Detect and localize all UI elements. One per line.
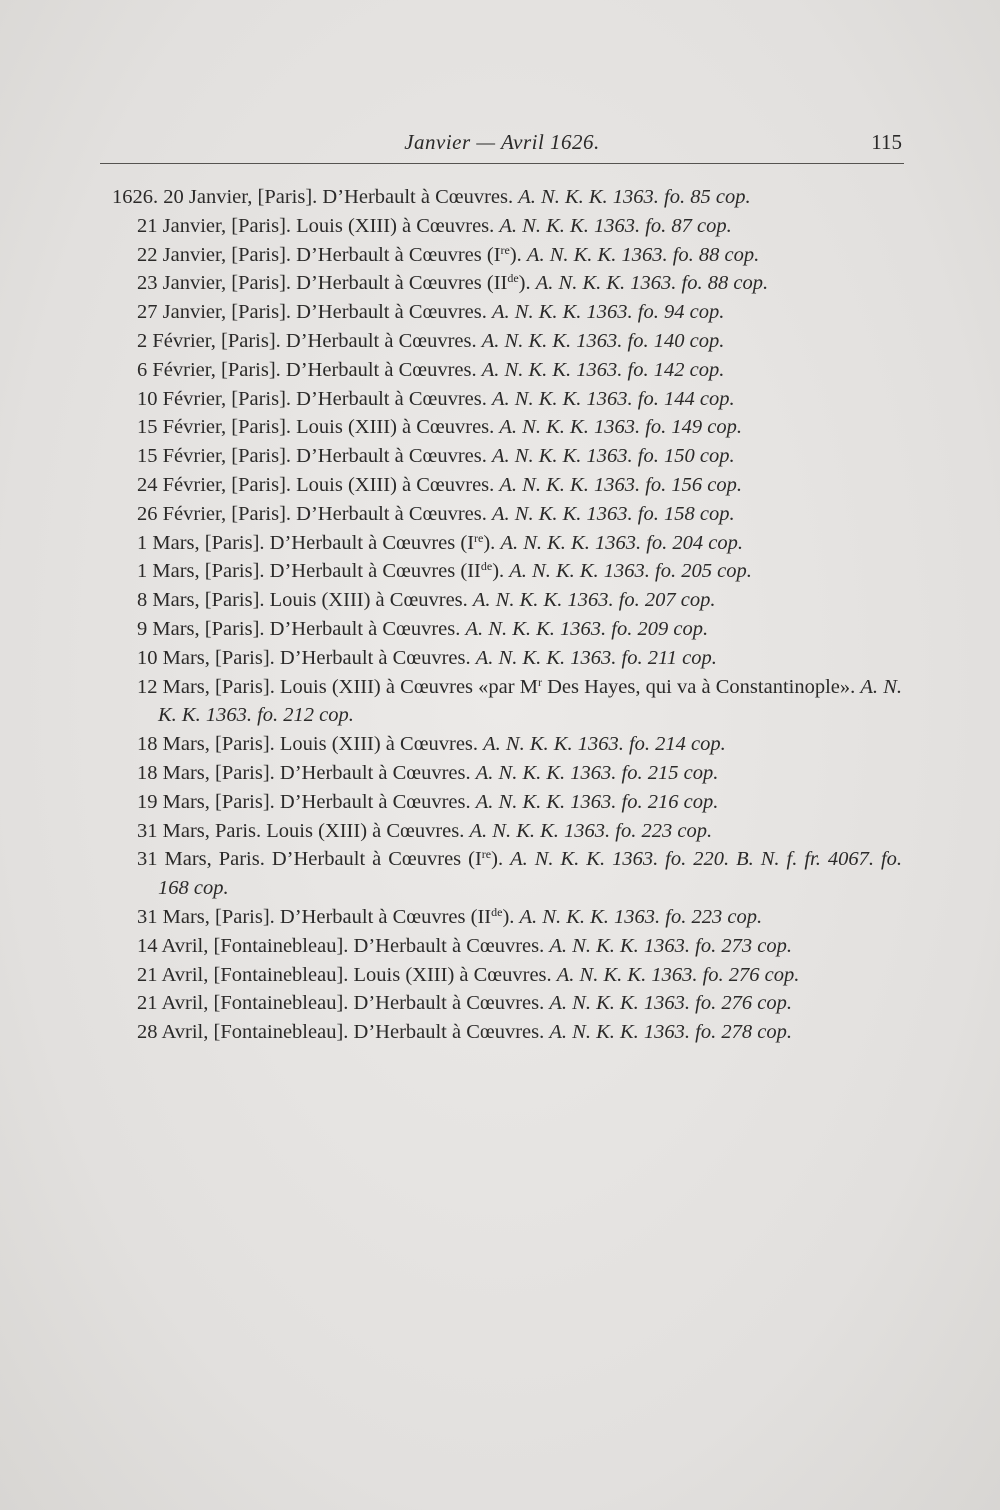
entry-archive-reference: A. N. K. K. 1363. fo. 223 cop. [469, 819, 713, 842]
entry-archive-reference: A. N. K. K. 1363. fo. 204 cop. [500, 531, 744, 554]
entry-archive-reference: A. N. K. K. 1363. fo. 140 cop. [481, 329, 725, 352]
entry-text: 27 Janvier, [Paris]. D’Herbault à Cœuvres. [137, 301, 487, 324]
entry-text: 14 Avril, [Fontainebleau]. D’Herbault à Cœuvres. [137, 934, 545, 957]
entry-list [112, 183, 902, 1047]
entry-archive-reference: A. N. K. K. 1363. fo. 87 cop. [499, 214, 732, 237]
entry-superscript: de [491, 904, 503, 919]
entry-text: 12 Mars, [Paris]. Louis (XIII) à Cœuvres «par M [137, 675, 538, 698]
entry-text: 1626. 20 Janvier, [Paris]. D’Herbault à Cœuvres. [112, 186, 514, 208]
page-title: Janvier — Avril 1626. [404, 130, 600, 154]
entry-archive-reference: A. N. K. K. 1363. fo. 150 cop. [492, 445, 735, 468]
list-item [112, 327, 902, 356]
list-item [112, 385, 902, 414]
entry-text-after: ). [509, 243, 522, 266]
entry-archive-reference: A. N. K. K. 1363. fo. 278 cop. [549, 1021, 792, 1044]
entry-superscript: re [481, 847, 492, 862]
list-item [112, 932, 902, 961]
list-item [112, 845, 902, 903]
list-item [112, 961, 902, 990]
list-item [112, 1018, 902, 1047]
page-number: 115 [871, 130, 902, 154]
entry-text-after: ). [483, 531, 496, 554]
entry-text: 6 Février, [Paris]. D’Herbault à Cœuvres. [137, 358, 477, 381]
entry-archive-reference: A. N. K. K. 1363. fo. 205 cop. [509, 560, 752, 583]
entry-text: 8 Mars, [Paris]. Louis (XIII) à Cœuvres. [137, 589, 468, 612]
entry-text: 21 Avril, [Fontainebleau]. Louis (XIII) à Cœuvres. [137, 963, 552, 986]
entry-text: 15 Février, [Paris]. Louis (XIII) à Cœuvres. [137, 416, 495, 439]
entry-text: 28 Avril, [Fontainebleau]. D’Herbault à Cœuvres. [137, 1021, 545, 1044]
list-item [112, 529, 902, 558]
entry-archive-reference: A. N. K. K. 1363. fo. 144 cop. [492, 387, 735, 410]
entry-archive-reference: A. N. K. K. 1363. fo. 276 cop. [549, 992, 792, 1015]
list-item [112, 557, 902, 586]
header-divider [100, 163, 904, 164]
entry-text-after: ). [502, 905, 515, 928]
entry-text-after: ). [518, 272, 531, 295]
list-item [112, 615, 902, 644]
entry-superscript: r [537, 674, 542, 689]
list-item [112, 644, 902, 673]
entry-text: 18 Mars, [Paris]. Louis (XIII) à Cœuvres. [137, 733, 479, 756]
entry-archive-reference: A. N. K. K. 1363. fo. 220. B. N. f. fr. 4067. fo. 168 cop. [158, 848, 903, 900]
list-item [112, 586, 902, 615]
list-item [112, 442, 902, 471]
entry-archive-reference: A. N. K. K. 1363. fo. 94 cop. [492, 301, 725, 324]
running-head [100, 128, 904, 162]
entry-archive-reference: A. N. K. K. 1363. fo. 214 cop. [483, 733, 726, 756]
list-item [112, 269, 902, 298]
entry-text: 22 Janvier, [Paris]. D’Herbault à Cœuvres (I [137, 243, 501, 266]
entry-archive-reference: A. N. K. K. 1363. fo. 211 cop. [475, 646, 717, 669]
entry-superscript: re [500, 242, 510, 257]
entry-archive-reference: A. N. K. K. 1363. fo. 88 cop. [526, 243, 760, 266]
entry-archive-reference: A. N. K. K. 1363. fo. 207 cop. [472, 589, 716, 612]
list-item [112, 788, 902, 817]
entry-archive-reference: A. N. K. K. 1363. fo. 142 cop. [481, 358, 725, 381]
entry-text: 31 Mars, [Paris]. D’Herbault à Cœuvres (II [137, 905, 492, 928]
entry-text: 31 Mars, Paris. D’Herbault à Cœuvres (I [137, 848, 482, 871]
list-item [112, 413, 902, 442]
entry-archive-reference: A. N. K. K. 1363. fo. 158 cop. [492, 502, 735, 525]
entry-archive-reference: A. N. K. K. 1363. fo. 276 cop. [556, 963, 800, 986]
entry-superscript: de [480, 559, 493, 574]
entry-text: 18 Mars, [Paris]. D’Herbault à Cœuvres. [137, 761, 471, 784]
list-item [112, 500, 902, 529]
entry-text: 10 Mars, [Paris]. D’Herbault à Cœuvres. [137, 646, 471, 669]
entry-text: 19 Mars, [Paris]. D’Herbault à Cœuvres. [137, 790, 471, 813]
entry-archive-reference: A. N. K. K. 1363. fo. 209 cop. [465, 617, 709, 640]
entry-text: 2 Février, [Paris]. D’Herbault à Cœuvres. [137, 329, 477, 352]
entry-archive-reference: A. N. K. K. 1363. fo. 156 cop. [499, 473, 742, 496]
entry-text: 10 Février, [Paris]. D’Herbault à Cœuvres. [137, 387, 487, 410]
entry-text: 31 Mars, Paris. Louis (XIII) à Cœuvres. [137, 819, 465, 842]
list-item [112, 183, 902, 212]
list-item [112, 673, 902, 731]
entry-text: 26 Février, [Paris]. D’Herbault à Cœuvres. [137, 502, 487, 525]
list-item [112, 241, 902, 270]
entry-archive-reference: A. N. K. K. 1363. fo. 85 cop. [518, 186, 751, 208]
entry-archive-reference: A. N. K. K. 1363. fo. 223 cop. [519, 905, 763, 928]
entry-archive-reference: A. N. K. K. 1363. fo. 88 cop. [535, 272, 769, 295]
list-item [112, 817, 902, 846]
list-item [112, 212, 902, 241]
entry-archive-reference: A. N. K. K. 1363. fo. 216 cop. [475, 790, 719, 813]
entry-text: 21 Janvier, [Paris]. Louis (XIII) à Cœuvres. [137, 214, 495, 237]
list-item [112, 989, 902, 1018]
entry-text: 24 Février, [Paris]. Louis (XIII) à Cœuvres. [137, 473, 495, 496]
entry-text: 23 Janvier, [Paris]. D’Herbault à Cœuvres (II [137, 272, 508, 295]
list-item [112, 471, 902, 500]
entry-text-after: ). [492, 560, 505, 583]
entry-archive-reference: A. N. K. K. 1363. fo. 273 cop. [549, 934, 792, 957]
entry-text-after: Des Hayes, qui va à Constantinople». [541, 675, 856, 698]
entry-text: 15 Février, [Paris]. D’Herbault à Cœuvres. [137, 445, 487, 468]
entry-archive-reference: A. N. K. K. 1363. fo. 215 cop. [475, 761, 719, 784]
list-item [112, 356, 902, 385]
entry-archive-reference: A. N. K. K. 1363. fo. 149 cop. [499, 416, 742, 439]
entry-text-after: ). [491, 848, 504, 871]
entry-superscript: re [474, 530, 484, 545]
list-item [112, 903, 902, 932]
list-item [112, 730, 902, 759]
list-item [112, 759, 902, 788]
entry-text: 1 Mars, [Paris]. D’Herbault à Cœuvres (II [137, 560, 481, 583]
entry-archive-reference: A. N. K. K. 1363. fo. 212 cop. [158, 675, 902, 727]
entry-superscript: de [507, 271, 519, 286]
entry-text: 9 Mars, [Paris]. D’Herbault à Cœuvres. [137, 617, 461, 640]
entry-text: 1 Mars, [Paris]. D’Herbault à Cœuvres (I [137, 531, 475, 554]
entry-text: 21 Avril, [Fontainebleau]. D’Herbault à Cœuvres. [137, 992, 545, 1015]
list-item [112, 298, 902, 327]
